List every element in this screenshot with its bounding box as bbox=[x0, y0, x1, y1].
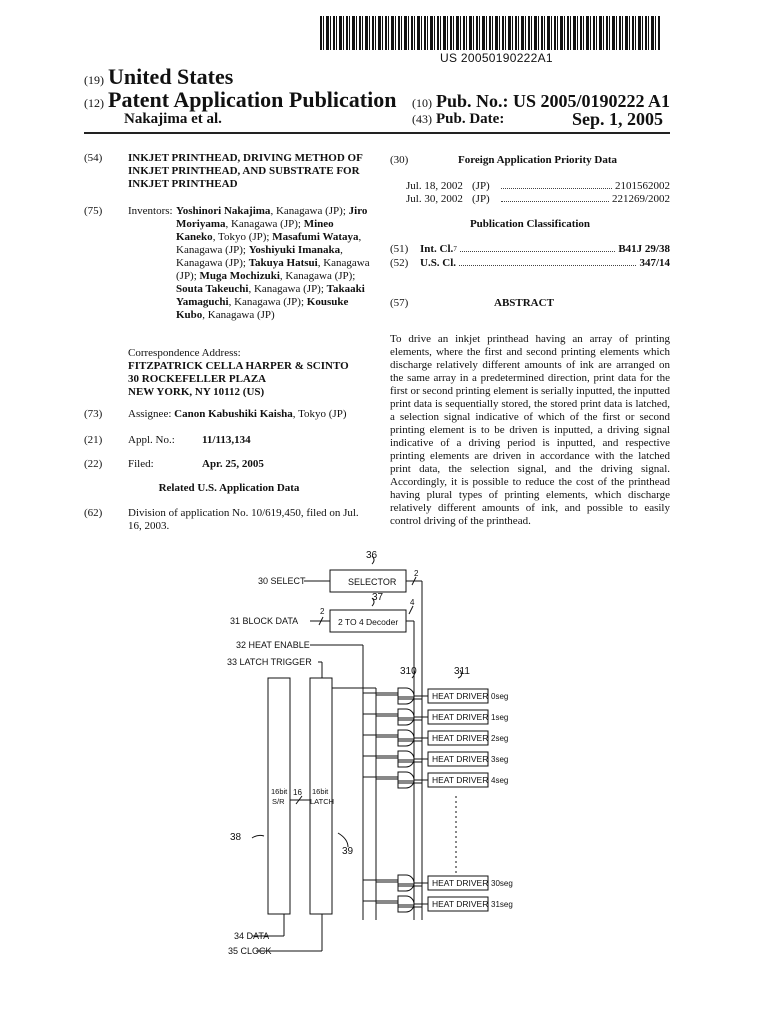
heat-driver-label: HEAT DRIVER bbox=[432, 733, 489, 743]
decoder-label: 2 TO 4 Decoder bbox=[338, 617, 399, 627]
abstract-text: To drive an inkjet printhead having an array of printing elements, where the first and second printing elements which discharge relatively different amounts of ink are arranged on the same array in a predetermined direction, print data for the first or second printing element is serially inputted, the inputted print data is sequentially stored, the stored print data is latched, a selection signal indicative of which of the first or second printing element is to be driven is inputted, a driving signal indicative of a driving period is inputted, and respective printing elements are driven in accordance with the latched print data, the selection signal, and the driving signal. Accordingly, it is possible to reduce the cost of the printhead having plural types of printing elements, which discharge relatively different amounts of ink, and possible to easily control driving of the printhead. bbox=[390, 333, 670, 527]
ref-310: 310 bbox=[400, 666, 417, 677]
int-cl: (51) Int. Cl. 7 B41J 29/38 bbox=[390, 243, 670, 255]
inventor-short: Nakajima et al. bbox=[124, 111, 222, 127]
and-gate bbox=[398, 875, 414, 891]
and-gate bbox=[398, 688, 414, 704]
inventor-location: , Kanagawa (JP); bbox=[248, 283, 327, 295]
ref-36: 36 bbox=[366, 550, 378, 561]
inventor-name: Takuya Hatsui bbox=[248, 257, 318, 269]
latch-label: 16bit bbox=[312, 787, 329, 796]
inventors-section: (75) Inventors: Yoshinori Nakajima, Kanagawa (JP); Jiro Moriyama, Kanagawa (JP); Mineo Kaneko, Tokyo (JP); Masafumi Wataya, Kanagawa (JP); Yoshiyuki Imanaka, Kanagawa (JP); Takuya Hatsui, Kanagawa (JP); Muga Mochizuki, Kanagawa (JP); Souta Takeuchi, Kanagawa (JP); Takaaki Yamaguchi, Kanagawa (JP); Kousuke Kubo, Kanagawa (JP) bbox=[84, 205, 374, 322]
bus-width-latch: 16 bbox=[293, 788, 302, 797]
publication-type: (12) Patent Application Publication bbox=[84, 87, 397, 112]
foreign-priority-heading: (30) Foreign Application Priority Data bbox=[390, 154, 617, 166]
selector-label: SELECTOR bbox=[348, 577, 397, 587]
segment-label: 31seg bbox=[491, 900, 513, 909]
sr-label-2: S/R bbox=[272, 797, 285, 806]
classification-heading: Publication Classification bbox=[469, 218, 591, 230]
ref-38: 38 bbox=[230, 832, 242, 843]
heat-driver-label: HEAT DRIVER bbox=[432, 712, 489, 722]
filing-date: (22) Filed: Apr. 25, 2005 bbox=[84, 458, 264, 470]
and-gate bbox=[398, 896, 414, 912]
inventor-list bbox=[176, 205, 372, 322]
barcode bbox=[320, 16, 660, 50]
inventor-location: , Kanagawa (JP); bbox=[176, 257, 370, 282]
publication-date-label: (43) Pub. Date: bbox=[412, 111, 505, 127]
inventor-name: Muga Mochizuki bbox=[199, 270, 280, 282]
signal-latch-trigger: 33 LATCH TRIGGER bbox=[227, 657, 312, 667]
shift-register bbox=[268, 678, 290, 914]
ref-37: 37 bbox=[372, 592, 384, 603]
inventor-name: Yoshiyuki Imanaka bbox=[248, 244, 341, 256]
title-section: (54) INKJET PRINTHEAD, DRIVING METHOD OF INKJET PRINTHEAD, AND SUBSTRATE FOR INKJET PRINTHEAD bbox=[84, 152, 374, 191]
and-gate bbox=[398, 709, 414, 725]
heat-driver-label: HEAT DRIVER bbox=[432, 878, 489, 888]
bus-width-selector: 2 bbox=[414, 569, 419, 578]
header-rule bbox=[84, 132, 670, 134]
segment-label: 0seg bbox=[491, 692, 509, 701]
and-gate bbox=[398, 751, 414, 767]
inventor-name: Mineo Kaneko bbox=[176, 218, 334, 243]
segment-label: 4seg bbox=[491, 776, 509, 785]
latch-label-2: LATCH bbox=[310, 797, 335, 806]
signal-select: 30 SELECT bbox=[258, 576, 306, 586]
country: (19) United States bbox=[84, 64, 234, 89]
correspondence-section: Correspondence Address: FITZPATRICK CELLA HARPER & SCINTO 30 ROCKEFELLER PLAZA NEW YORK, NY 10112 (US) bbox=[128, 347, 349, 398]
latch-block bbox=[310, 678, 335, 914]
signal-clock: 35 CLOCK bbox=[228, 946, 272, 956]
bus-width-decoder: 4 bbox=[410, 598, 415, 607]
patent-title: INKJET PRINTHEAD, DRIVING METHOD OF INKJET PRINTHEAD, AND SUBSTRATE FOR INKJET PRINTHEAD bbox=[128, 152, 363, 190]
inventor-location: , Kanagawa (JP); bbox=[225, 218, 304, 230]
signal-block-data: 31 BLOCK DATA bbox=[230, 616, 299, 626]
and-gate bbox=[398, 730, 414, 746]
signal-heat-enable: 32 HEAT ENABLE bbox=[236, 640, 310, 650]
inventor-location: , Kanagawa (JP); bbox=[279, 270, 356, 282]
circuit-diagram bbox=[200, 548, 660, 1018]
priority-row: Jul. 30, 2002 (JP) 221269/2002 bbox=[406, 193, 670, 205]
inventor-location: , Tokyo (JP); bbox=[212, 231, 273, 243]
segment-label: 1seg bbox=[491, 713, 509, 722]
ref-39: 39 bbox=[342, 846, 354, 857]
publication-number: (10) Pub. No.: US 2005/0190222 A1 bbox=[412, 91, 671, 111]
priority-row: Jul. 18, 2002 (JP) 2101562002 bbox=[406, 180, 670, 192]
bus-width-block: 2 bbox=[320, 607, 325, 616]
inventor-location: , Kanagawa (JP); bbox=[176, 231, 362, 256]
priority-list bbox=[390, 180, 670, 206]
inventor-name: Kousuke Kubo bbox=[176, 296, 349, 321]
inventor-location: , Kanagawa (JP) bbox=[202, 309, 275, 321]
ref-311: 311 bbox=[454, 666, 470, 677]
segment-label: 30seg bbox=[491, 879, 513, 888]
assignee-section: (73) Assignee: Canon Kabushiki Kaisha, Tokyo (JP) bbox=[84, 408, 347, 420]
inventor-name: Jiro Moriyama bbox=[176, 205, 368, 230]
inventor-name: Takaaki Yamaguchi bbox=[176, 283, 365, 308]
and-gate bbox=[398, 772, 414, 788]
segment-label: 3seg bbox=[491, 755, 509, 764]
heat-driver-label: HEAT DRIVER bbox=[432, 775, 489, 785]
related-heading: Related U.S. Application Data bbox=[158, 482, 300, 494]
inventor-name: Yoshinori Nakajima bbox=[176, 205, 271, 217]
us-cl: (52) U.S. Cl. 347/14 bbox=[390, 257, 670, 269]
signal-data: 34 DATA bbox=[234, 931, 270, 941]
heat-driver-label: HEAT DRIVER bbox=[432, 899, 489, 909]
abstract-heading: (57) ABSTRACT bbox=[390, 297, 554, 309]
heat-driver-label: HEAT DRIVER bbox=[432, 691, 489, 701]
sr-label: 16bit bbox=[271, 787, 288, 796]
division-section: (62) Division of application No. 10/619,450, filed on Jul. 16, 2003. bbox=[84, 507, 359, 532]
inventor-location: , Kanagawa (JP); bbox=[176, 244, 343, 269]
application-number: (21) Appl. No.: 11/113,134 bbox=[84, 434, 251, 446]
segment-label: 2seg bbox=[491, 734, 509, 743]
barcode-number: US 20050190222A1 bbox=[440, 51, 553, 65]
publication-date: Sep. 1, 2005 bbox=[572, 109, 664, 129]
inventor-location: , Kanagawa (JP); bbox=[228, 296, 307, 308]
inventor-name: Masafumi Wataya bbox=[272, 231, 359, 243]
inventor-name: Souta Takeuchi bbox=[176, 283, 249, 295]
inventor-location: , Kanagawa (JP); bbox=[270, 205, 349, 217]
heat-driver-label: HEAT DRIVER bbox=[432, 754, 489, 764]
